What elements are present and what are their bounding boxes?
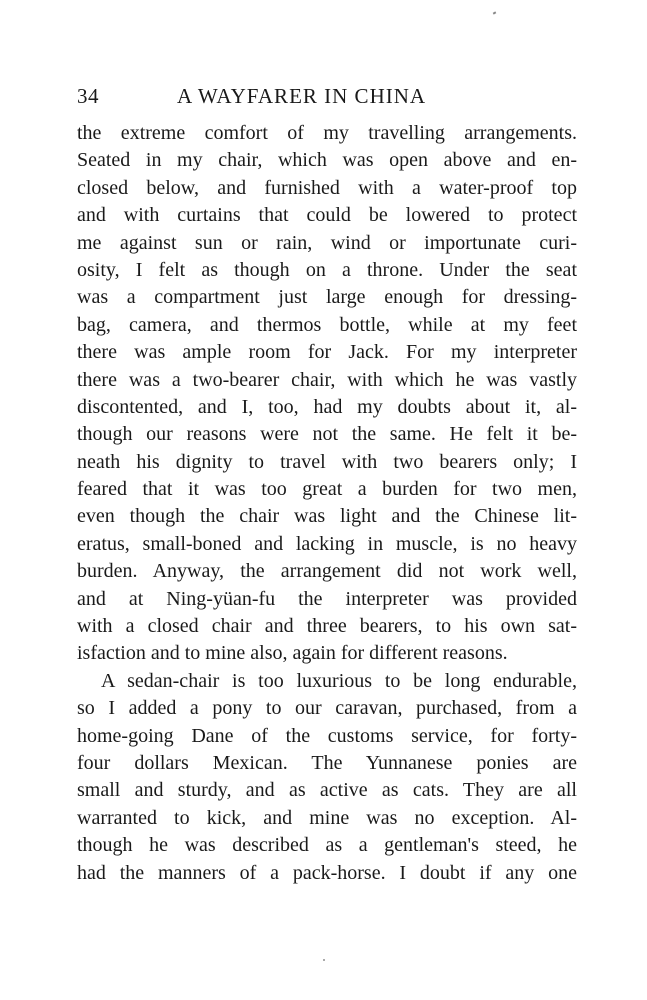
text-line: neath his dignity to travel with two bearers only; I bbox=[77, 450, 577, 473]
text-line: had the manners of a pack-horse. I doubt if any one bbox=[77, 861, 577, 884]
paragraph-end-line: isfaction and to mine also, again for different reasons. bbox=[77, 642, 508, 665]
text-line: home-going Dane of the customs service, for forty- bbox=[77, 724, 577, 747]
text-line: closed below, and furnished with a water-proof top bbox=[77, 176, 577, 199]
text-line: was a compartment just large enough for dressing- bbox=[77, 286, 577, 309]
text-line: the extreme comfort of my travelling arrangements. bbox=[77, 122, 577, 144]
text-line: discontented, and I, too, had my doubts about it, al- bbox=[77, 395, 577, 418]
text-line: osity, I felt as though on a throne. Under the seat bbox=[77, 258, 577, 281]
text-line: burden. Anyway, the arrangement did not work well, bbox=[77, 560, 577, 583]
text-line: with a closed chair and three bearers, to his own sat- bbox=[77, 615, 577, 638]
scan-speck bbox=[493, 11, 497, 14]
text-line: there was ample room for Jack. For my interpreter bbox=[77, 341, 577, 364]
body-text bbox=[77, 120, 577, 887]
text-line: four dollars Mexican. The Yunnanese ponies are bbox=[77, 751, 577, 774]
text-line: there was a two-bearer chair, with which he was vastly bbox=[77, 368, 577, 391]
text-line: bag, camera, and thermos bottle, while at my feet bbox=[77, 313, 577, 336]
text-line: me against sun or rain, wind or importunate curi- bbox=[77, 231, 577, 254]
text-line: eratus, small-boned and lacking in muscle, is no heavy bbox=[77, 532, 577, 555]
text-line: so I added a pony to our caravan, purchased, from a bbox=[77, 697, 577, 720]
text-line: and at Ning-yüan-fu the interpreter was provided bbox=[77, 587, 577, 610]
page-number: 34 bbox=[77, 84, 99, 108]
text-line: even though the chair was light and the Chinese lit- bbox=[77, 505, 577, 528]
text-line: small and sturdy, and as active as cats. They are all bbox=[77, 779, 577, 802]
paragraph-start-line: A sedan-chair is too luxurious to be long endurable, bbox=[101, 669, 577, 692]
text-line: warranted to kick, and mine was no exception. Al- bbox=[77, 806, 577, 829]
text-line: and with curtains that could be lowered to protect bbox=[77, 204, 577, 227]
text-line: feared that it was too great a burden for two men, bbox=[77, 478, 577, 501]
text-line: though he was described as a gentleman's steed, he bbox=[77, 834, 577, 857]
text-line: though our reasons were not the same. He felt it be- bbox=[77, 423, 577, 446]
running-title: A WAYFARER IN CHINA bbox=[177, 84, 427, 108]
scan-speck bbox=[323, 959, 325, 961]
text-line: Seated in my chair, which was open above and en- bbox=[77, 149, 577, 172]
page-header bbox=[77, 84, 577, 114]
